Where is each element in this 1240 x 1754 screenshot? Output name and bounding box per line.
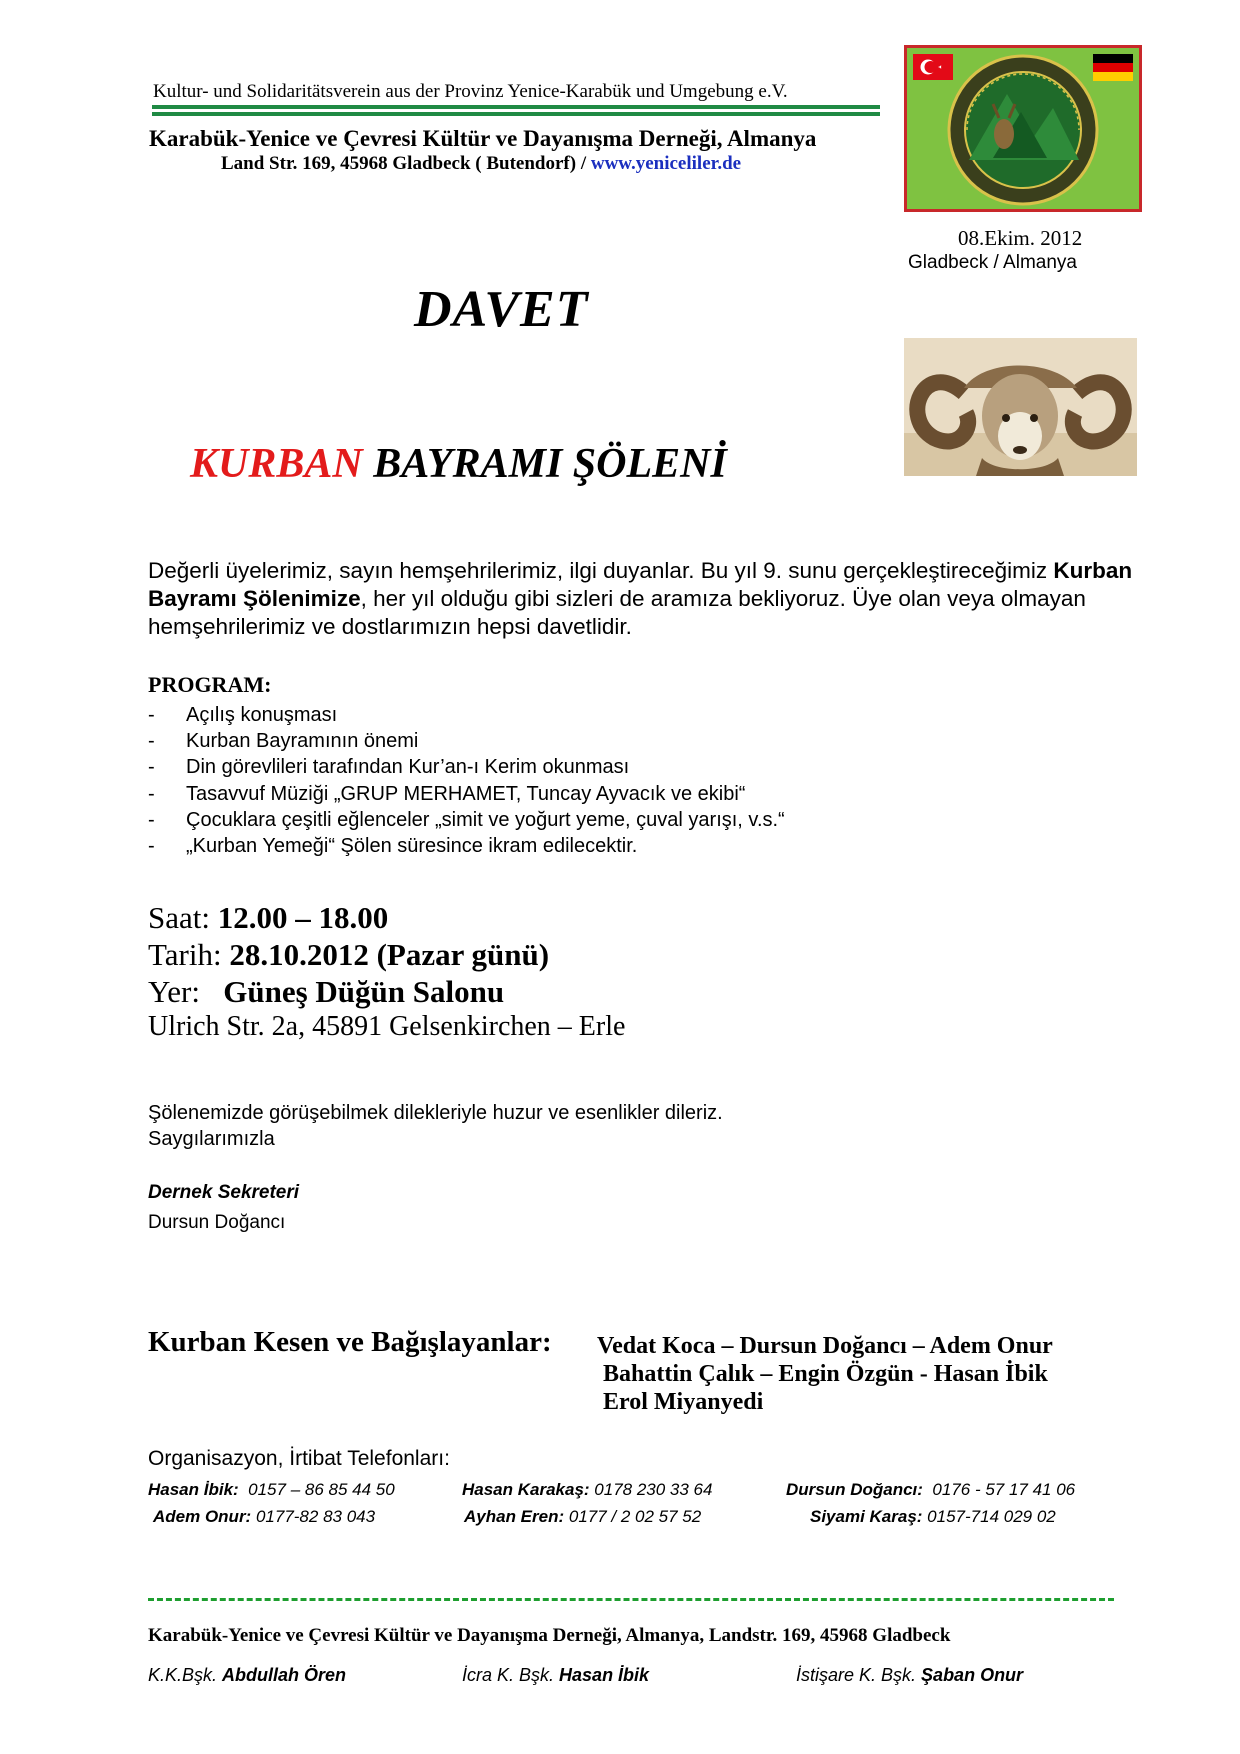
time-value: 12.00 – 18.00 bbox=[217, 900, 389, 935]
footer-address: Karabük-Yenice ve Çevresi Kültür ve Dayanışma Derneği, Almanya, Landstr. 169, 45968 Gladbeck bbox=[148, 1625, 951, 1646]
intro-text-2: , her yıl olduğu gibi sizleri de aramıza bekliyoruz. Üye olan veya olmayan hemşehrilerimiz ve dostlarımızın hepsi davetlidir. bbox=[148, 586, 1086, 639]
program-heading: PROGRAM: bbox=[148, 672, 272, 697]
contact-phone: 0178 230 33 64 bbox=[589, 1480, 713, 1499]
program-item: - Açılış konuşması bbox=[148, 704, 338, 726]
contact-name: Hasan Karakaş: bbox=[462, 1480, 590, 1499]
venue-label: Yer: bbox=[148, 974, 224, 1009]
closing-text bbox=[148, 1100, 723, 1152]
german-flag-icon bbox=[1093, 54, 1133, 81]
donors-line: Erol Miyanyedi bbox=[603, 1389, 764, 1415]
intro-paragraph bbox=[148, 557, 1148, 641]
date-label: Tarih: bbox=[148, 937, 230, 972]
closing-line: Şölenemizde görüşebilmek dilekleriyle huzur ve esenlikler dileriz. bbox=[148, 1102, 723, 1124]
intro-bold: Kurban Bayramı Şölenimize bbox=[148, 558, 1133, 611]
program-item: - Tasavvuf Müziği „GRUP MERHAMET, Tuncay Ayvacık ve ekibi“ bbox=[148, 782, 746, 805]
contact-entry bbox=[810, 1507, 1056, 1527]
footer-officer bbox=[796, 1665, 1023, 1686]
program-item-text: Kurban Bayramının önemi bbox=[186, 730, 419, 753]
time-label: Saat: bbox=[148, 900, 218, 935]
officer-name: Abdullah Ören bbox=[222, 1665, 347, 1685]
event-title bbox=[190, 440, 727, 488]
contact-name: Siyami Karaş: bbox=[810, 1507, 923, 1526]
intro-text-1: Değerli üyelerimiz, sayın hemşehrilerimiz, ilgi duyanlar. Bu yıl 9. sunu gerçekleştireceğimiz bbox=[148, 558, 1054, 583]
footer-divider bbox=[148, 1598, 1114, 1601]
venue-address: Ulrich Str. 2a, 45891 Gelsenkirchen – Erle bbox=[148, 1011, 626, 1042]
contact-entry bbox=[462, 1480, 712, 1500]
contact-name: Dursun Doğancı: bbox=[786, 1480, 923, 1499]
header-rule-bottom bbox=[152, 112, 880, 116]
program-item: - Kurban Bayramının önemi bbox=[148, 730, 419, 753]
program-item-text: Din görevlileri tarafından Kur’an-ı Kerim okunması bbox=[186, 756, 630, 779]
contact-phone: 0176 - 57 17 41 06 bbox=[922, 1480, 1076, 1499]
ram-photo bbox=[904, 338, 1137, 476]
officer-name: Hasan İbik bbox=[559, 1665, 650, 1685]
contact-phone: 0177-82 83 043 bbox=[251, 1507, 376, 1526]
document-title: DAVET bbox=[414, 281, 589, 338]
program-list bbox=[148, 702, 785, 859]
signature-name: Dursun Doğancı bbox=[148, 1212, 286, 1233]
event-venue bbox=[148, 974, 504, 1010]
event-title-black: BAYRAMI ŞÖLENİ bbox=[362, 441, 727, 487]
contact-name: Adem Onur: bbox=[153, 1507, 252, 1526]
contact-entry bbox=[786, 1480, 1075, 1500]
date-value: 28.10.2012 (Pazar günü) bbox=[229, 937, 550, 972]
contact-entry bbox=[464, 1507, 701, 1527]
header-rule-top bbox=[152, 105, 880, 109]
donors-line: Vedat Koca – Dursun Doğancı – Adem Onur bbox=[597, 1333, 1053, 1359]
contact-phone: 0177 / 2 02 57 52 bbox=[564, 1507, 702, 1526]
footer-officer bbox=[462, 1665, 649, 1686]
footer-officer bbox=[148, 1665, 346, 1686]
officer-role: İstişare K. Bşk. bbox=[796, 1665, 922, 1685]
contact-name: Hasan İbik: bbox=[148, 1480, 239, 1499]
ram-icon bbox=[904, 338, 1137, 476]
venue-value: Güneş Düğün Salonu bbox=[223, 974, 505, 1009]
contact-entry bbox=[148, 1480, 395, 1500]
event-date bbox=[148, 937, 549, 973]
contacts-heading: Organisazyon, İrtibat Telefonları: bbox=[148, 1447, 450, 1470]
program-item: - „Kurban Yemeği“ Şölen süresince ikram edilecektir. bbox=[148, 835, 638, 858]
program-item: - Din görevlileri tarafından Kur’an-ı Kerim okunması bbox=[148, 756, 630, 779]
officer-role: K.K.Bşk. bbox=[148, 1665, 223, 1685]
address-text: Land Str. 169, 45968 Gladbeck ( Butendorf) / bbox=[221, 153, 591, 174]
letter-date: 08.Ekim. 2012 bbox=[958, 226, 1083, 250]
letter-place: Gladbeck / Almanya bbox=[908, 252, 1077, 273]
contact-entry bbox=[153, 1507, 375, 1527]
contact-phone: 0157-714 029 02 bbox=[922, 1507, 1056, 1526]
emblem-seal-icon bbox=[949, 56, 1097, 204]
contact-name: Ayhan Eren: bbox=[464, 1507, 565, 1526]
association-address bbox=[221, 153, 741, 175]
event-time bbox=[148, 900, 388, 936]
contact-phone: 0157 – 86 85 44 50 bbox=[238, 1480, 395, 1499]
program-item-text: Tasavvuf Müziği „GRUP MERHAMET, Tuncay Ayvacık ve ekibi“ bbox=[186, 782, 746, 805]
closing-line: Saygılarımızla bbox=[148, 1128, 275, 1150]
officer-role: İcra K. Bşk. bbox=[462, 1665, 560, 1685]
logo-graphic bbox=[907, 48, 1139, 209]
program-item-text: „Kurban Yemeği“ Şölen süresince ikram edilecektir. bbox=[186, 835, 638, 858]
signature-title: Dernek Sekreteri bbox=[148, 1182, 300, 1203]
association-name-german: Kultur- und Solidaritätsverein aus der Provinz Yenice-Karabük und Umgebung e.V. bbox=[153, 81, 788, 102]
program-item-text: Açılış konuşması bbox=[186, 704, 338, 726]
donors-line: Bahattin Çalık – Engin Özgün - Hasan İbik bbox=[603, 1361, 1048, 1387]
officer-name: Şaban Onur bbox=[921, 1665, 1024, 1685]
association-logo bbox=[904, 45, 1142, 212]
event-title-red: KURBAN bbox=[190, 441, 363, 487]
website-link[interactable]: www.yeniceliler.de bbox=[590, 153, 742, 174]
program-item: - Çocuklara çeşitli eğlenceler „simit ve yoğurt yeme, çuval yarışı, v.s.“ bbox=[148, 808, 785, 831]
turkish-flag-icon bbox=[913, 54, 953, 80]
association-name-turkish: Karabük-Yenice ve Çevresi Kültür ve Dayanışma Derneği, Almanya bbox=[149, 126, 817, 151]
program-item-text: Çocuklara çeşitli eğlenceler „simit ve yoğurt yeme, çuval yarışı, v.s.“ bbox=[186, 808, 785, 831]
donors-label: Kurban Kesen ve Bağışlayanlar: bbox=[148, 1326, 552, 1358]
